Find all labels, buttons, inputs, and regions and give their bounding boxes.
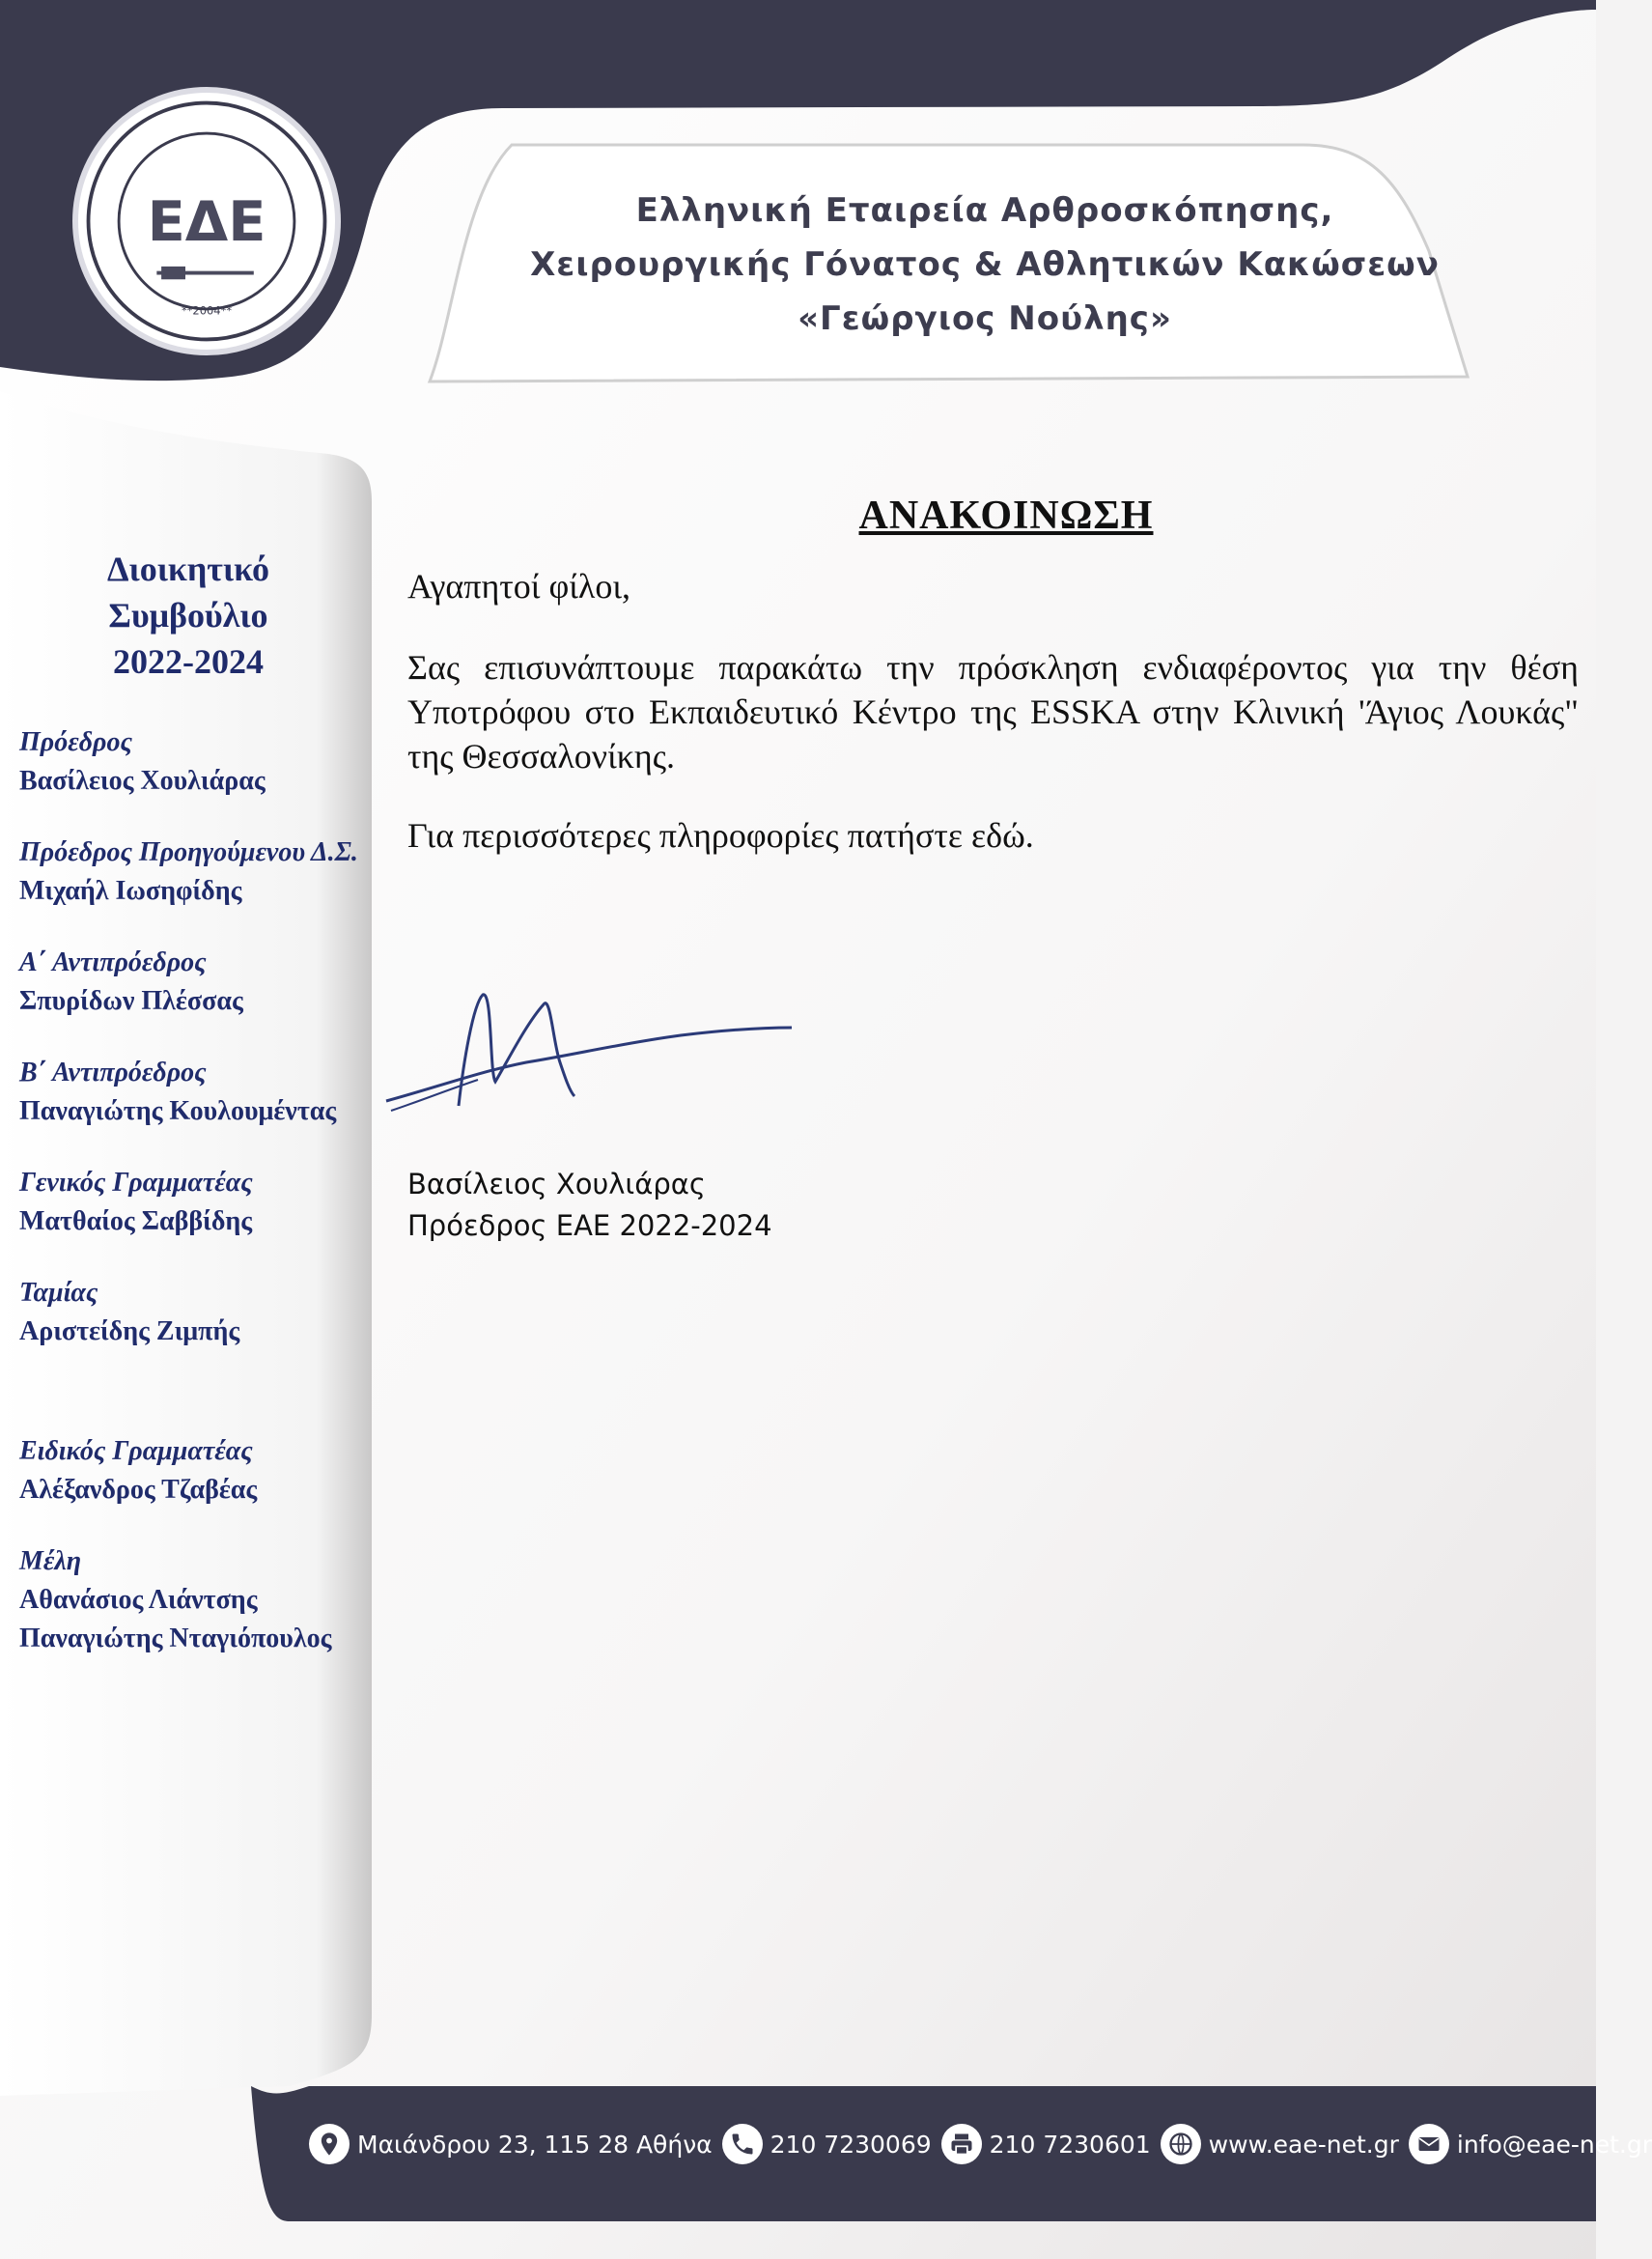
announcement-paragraph: Σας επισυνάπτουμε παρακάτω την πρόσκληση ενδιαφέροντος για την θέση Υποτρόφου στο Εκπαιδευτικό Κέντρο της ESSKA στην Κλινική 'Άγιος Λουκάς" της Θεσσαλονίκης. xyxy=(407,648,1579,776)
member-name: Σπυρίδων Πλέσσας xyxy=(19,986,243,1016)
member-name: Αθανάσιος Λιάντσης xyxy=(19,1585,258,1615)
signer-title: Πρόεδρος ΕΑΕ 2022-2024 xyxy=(407,1209,772,1242)
member-name: Παναγιώτης Κουλουμέντας xyxy=(19,1096,337,1126)
board-of-directors-sidebar xyxy=(19,546,377,1658)
member-name: Παναγιώτης Νταγιόπουλος xyxy=(19,1624,332,1653)
announcement-body xyxy=(407,493,1579,856)
footer-email[interactable]: info@eae-net.gr xyxy=(1456,2130,1652,2159)
board-title-line-1: Διοικητικό xyxy=(106,550,270,588)
member-special-secretary xyxy=(19,1432,377,1510)
member-role: Γενικός Γραμματέας xyxy=(19,1168,253,1198)
org-name-line-2: Χειρουργικής Γόνατος & Αθλητικών Κακώσεων xyxy=(530,245,1440,284)
member-vice-president-b xyxy=(19,1054,377,1131)
footer-fax: 210 7230601 xyxy=(989,2130,1151,2159)
member-name: Αριστείδης Ζιμπής xyxy=(19,1316,240,1346)
member-role: Α΄ Αντιπρόεδρος xyxy=(19,947,207,977)
phone-icon xyxy=(722,2124,763,2164)
footer-phone[interactable]: 210 7230069 xyxy=(770,2130,932,2159)
greeting: Αγαπητοί φίλοι, xyxy=(407,567,631,606)
more-info-link[interactable]: Για περισσότερες πληροφορίες πατήστε εδώ. xyxy=(407,816,1034,855)
fax-icon xyxy=(941,2124,982,2164)
org-name-line-1: Ελληνική Εταιρεία Αρθροσκόπησης, xyxy=(635,191,1334,230)
member-role: Πρόεδρος xyxy=(19,727,132,757)
board-title-line-3: 2022-2024 xyxy=(113,642,264,681)
signer-name: Βασίλειος Χουλιάρας xyxy=(407,1168,706,1200)
member-name: Ματθαίος Σαββίδης xyxy=(19,1206,253,1236)
member-name: Αλέξανδρος Τζαβέας xyxy=(19,1475,258,1505)
logo-year: **2004** xyxy=(181,303,233,318)
announcement-heading: ΑΝΑΚΟΙΝΩΣΗ xyxy=(858,494,1154,538)
member-treasurer xyxy=(19,1274,377,1351)
location-pin-icon xyxy=(309,2124,350,2164)
member-vice-president-a xyxy=(19,944,377,1021)
handwritten-signature xyxy=(381,966,797,1130)
member-role: Ταμίας xyxy=(19,1278,98,1308)
member-role: Πρόεδρος Προηγούμενου Δ.Σ. xyxy=(19,837,358,867)
member-role: Ειδικός Γραμματέας xyxy=(19,1436,253,1466)
signer-block xyxy=(407,1164,772,1247)
globe-icon xyxy=(1161,2124,1201,2164)
logo-wordmark: ΕΔΕ xyxy=(147,189,266,255)
board-title-line-2: Συμβούλιο xyxy=(108,596,268,635)
organization-logo xyxy=(72,87,341,355)
email-icon xyxy=(1409,2124,1449,2164)
organization-name xyxy=(454,184,1516,346)
footer-address: Μαιάνδρου 23, 115 28 Αθήνα xyxy=(357,2130,713,2159)
member-past-president xyxy=(19,833,377,911)
member-president xyxy=(19,723,377,801)
footer-website[interactable]: www.eae-net.gr xyxy=(1208,2130,1399,2159)
board-title xyxy=(0,546,377,685)
member-general-secretary xyxy=(19,1164,377,1241)
member-role: Β΄ Αντιπρόεδρος xyxy=(19,1058,207,1087)
members-list xyxy=(19,1542,377,1658)
member-name: Μιχαήλ Ιωσηφίδης xyxy=(19,876,242,906)
org-name-line-3: «Γεώργιος Νούλης» xyxy=(798,299,1172,338)
member-name: Βασίλειος Χουλιάρας xyxy=(19,766,266,796)
contact-footer xyxy=(299,2110,1652,2178)
member-role: Μέλη xyxy=(19,1546,82,1576)
